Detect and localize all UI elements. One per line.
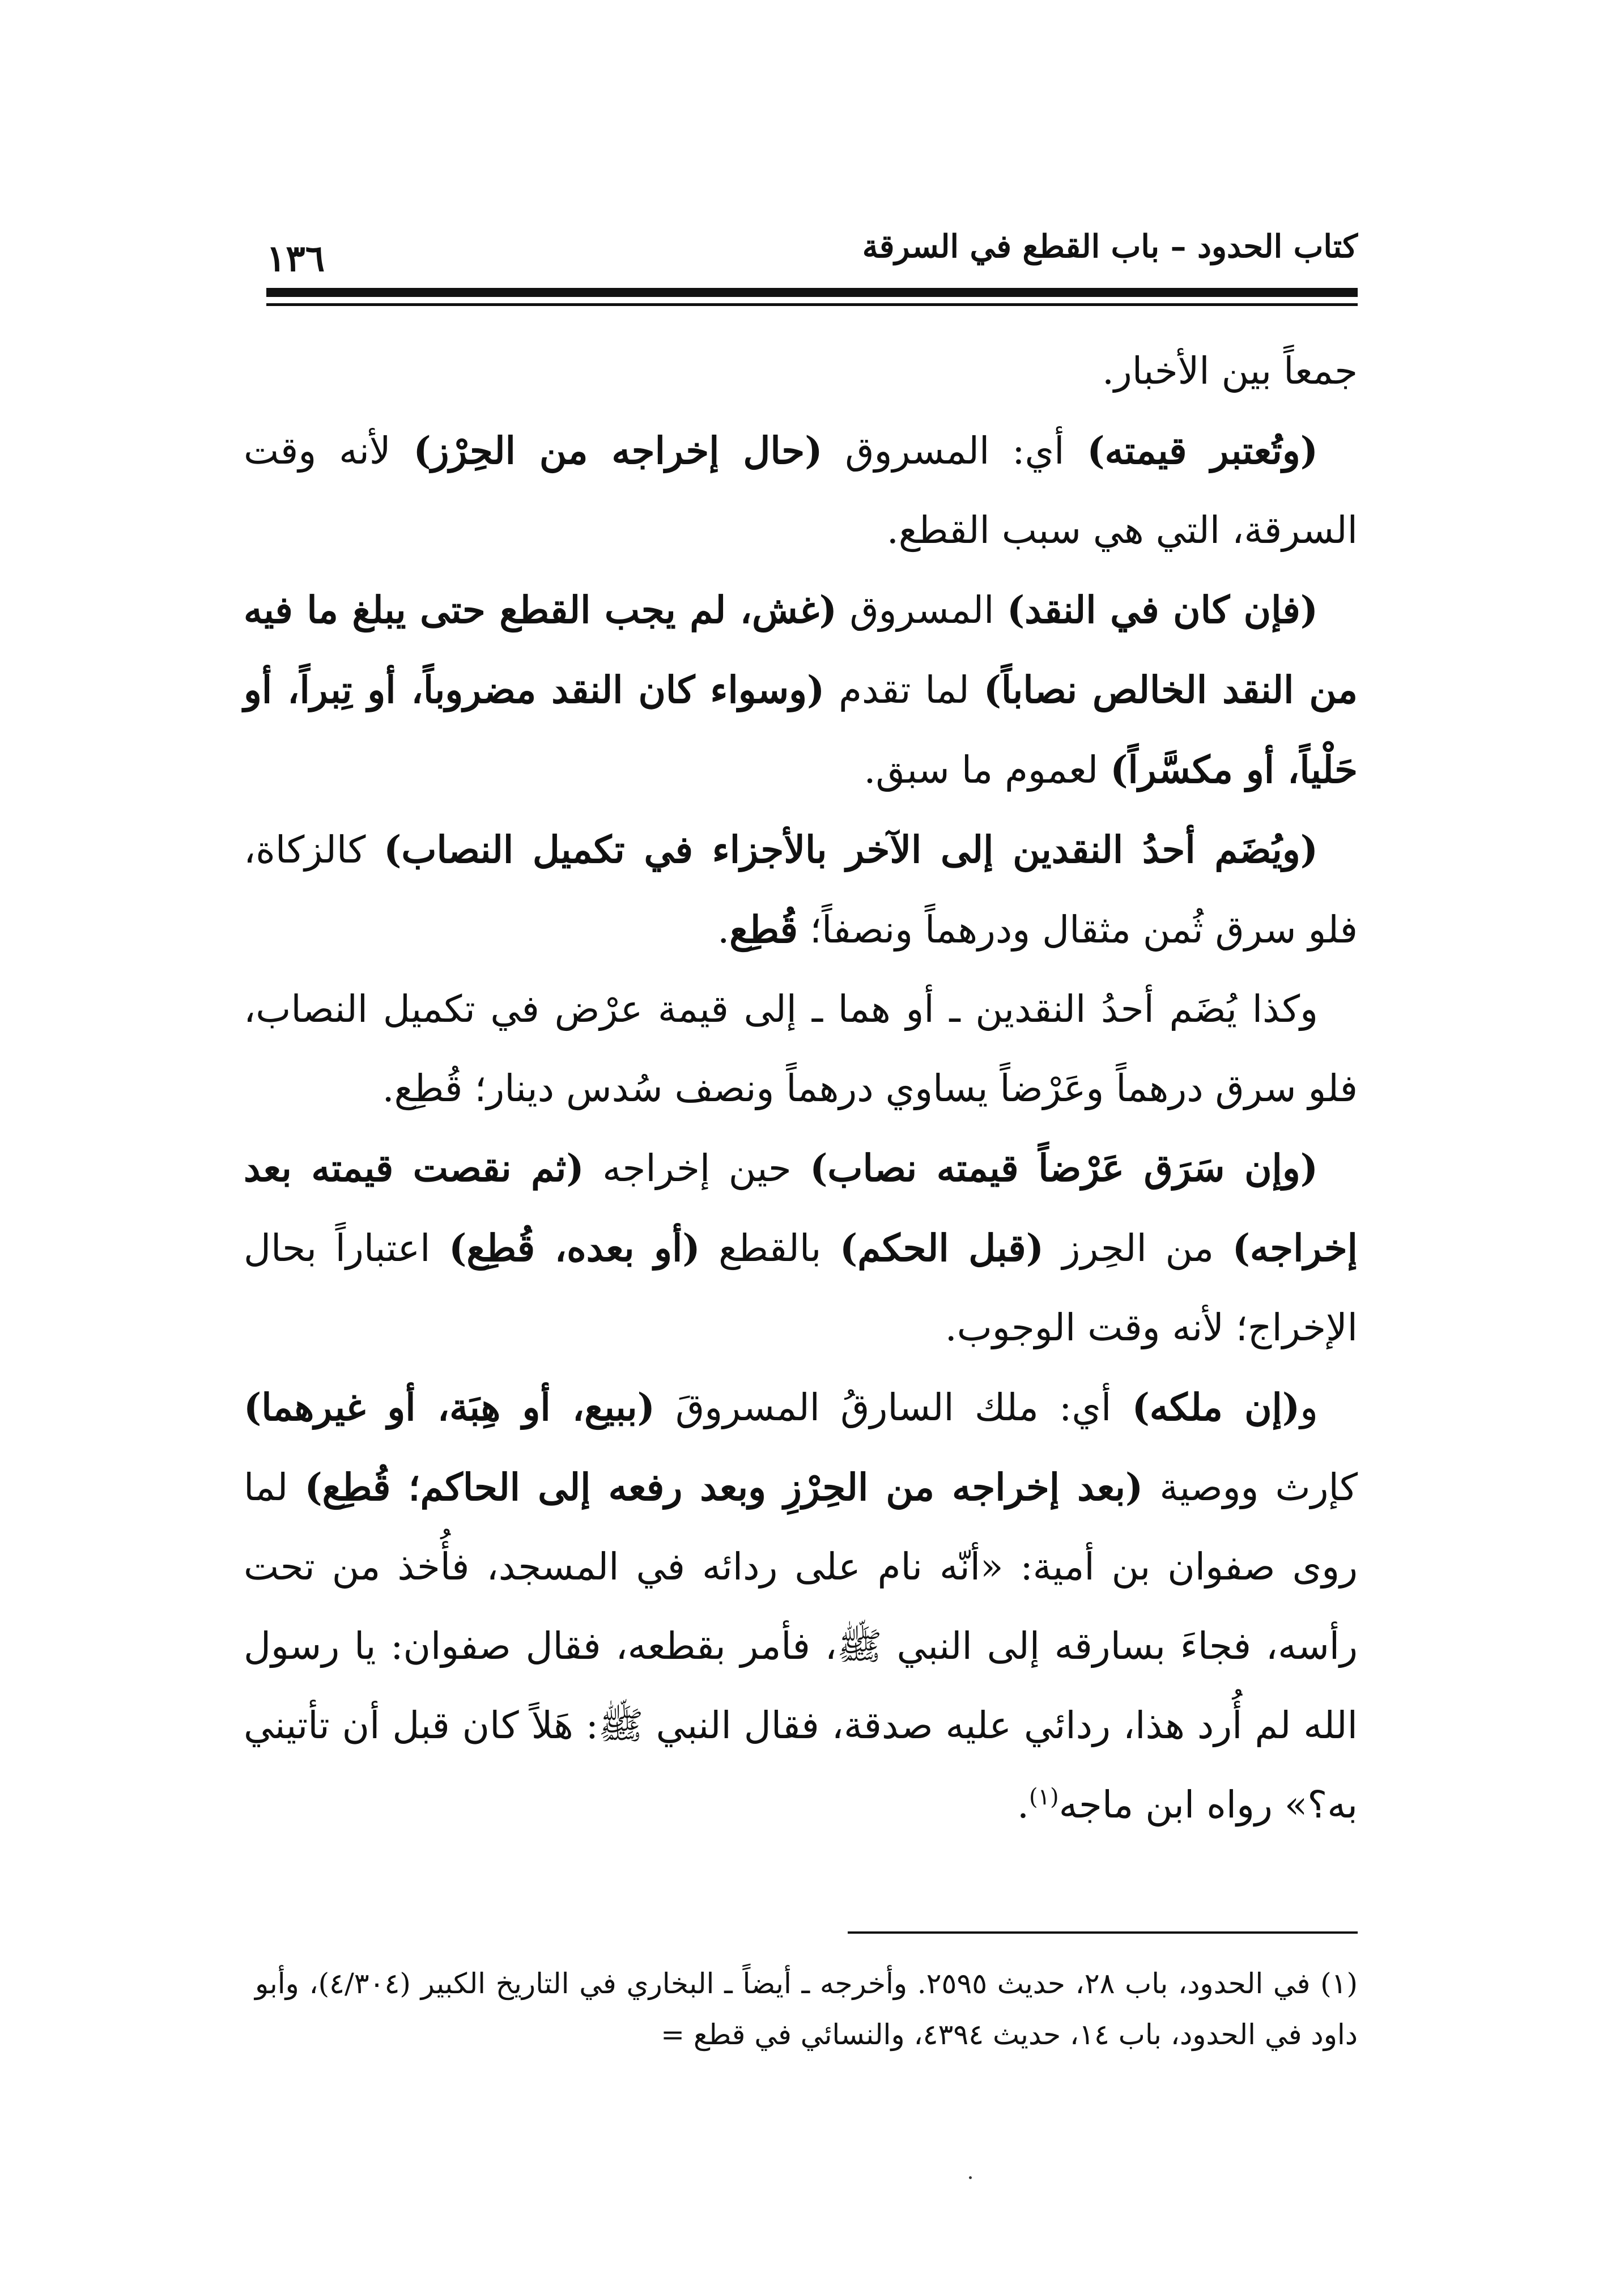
matn-text: (ببيع، أو هِبَة، أو غيرهما) [244,1385,655,1429]
sharh-text: لأنه وقت السرقة، التي هي سبب القطع. [244,429,1358,552]
matn-text: (أو بعده، قُطِع) [449,1226,700,1270]
matn-text: (بعد إخراجه من الحِرْزِ وبعد رفعه إلى الحاكم؛ قُطِع) [304,1465,1143,1509]
matn-text: (قبل الحكم) [840,1226,1044,1270]
matn-text: (وتُعتبر قيمته) [1087,428,1318,473]
sharh-text: كإرث ووصية [1143,1466,1358,1509]
sharh-text: المسروق [836,588,1007,632]
running-title: كتاب الحدود – باب القطع في السرقة [862,228,1358,265]
paragraph-1 [244,332,1358,411]
page-header [266,224,1358,280]
matn-text: (وإن سَرَق عَرْضاً قيمته نصاب) [810,1146,1318,1190]
sharh-text: من الحِرز [1043,1226,1232,1270]
paragraph-6 [244,1128,1358,1368]
header-rule-thin [266,303,1358,306]
sharh-text: لما روى صفوان بن أمية: «أنّه نام على ردائه في المسجد، فأُخذ من تحت رأسه، فجاءَ بسارقه إلى النبي ﷺ، فأمر بقطعه، فقال صفوان: يا رسول الله لم أُرد هذا، ردائي عليه صدقة، فقال النبي ﷺ: هَلاً كان قبل أن تأتيني به؟» رواه ابن ماجه [244,1466,1358,1827]
matn-text: (حال إخراجه من الحِرْز) [413,428,823,473]
sharh-text: كالزكاة، فلو سرق ثُمن مثقال ودرهماً ونصفاً؛ [244,828,1358,952]
sharh-text: لعموم ما سبق. [864,748,1111,792]
paragraph-2 [244,411,1358,570]
sharh-text: . [1017,1783,1029,1827]
sharh-text: . [717,908,730,952]
body-text [244,332,1358,1845]
paragraph-5 [244,970,1358,1128]
matn-text: (وسواء كان النقد مضروباً، أو تِبراً، أو حَلْياً، أو مكسَّراً) [244,668,1358,792]
sharh-text: أي: ملك السارقُ المسروقَ [654,1386,1132,1429]
matn-text: (إن ملكه) [1132,1385,1300,1429]
matn-text: قُطِع [729,907,798,952]
sharh-text: أي: المسروق [822,429,1087,473]
matn-text: (ثم نقصت قيمته بعد إخراجه) [244,1146,1358,1270]
scan-speck [969,2176,972,2179]
sharh-text: وكذا يُضَم أحدُ النقدين ـ أو هما ـ إلى قيمة عرْض في تكميل النصاب، فلو سرق درهماً وعَرْضاً يساوي درهماً ونصف سُدس دينار؛ قُطِع. [244,987,1358,1110]
page-number: ١٣٦ [266,237,325,280]
matn-text: (غش، لم يجب القطع حتى يبلغ ما فيه من النقد الخالص نصاباً) [244,588,1358,712]
matn-text: (ويُضَم أحدُ النقدين إلى الآخر بالأجزاء في تكميل النصاب) [384,827,1318,872]
sharh-text: لما تقدم [824,668,984,712]
paragraph-3 [244,570,1358,810]
paragraph-7 [244,1368,1358,1845]
sharh-text: و [1300,1386,1318,1429]
footnote-text: (١) في الحدود، باب ٢٨، حديث ٢٥٩٥. وأخرجه ـ أيضاً ـ البخاري في التاريخ الكبير (٤/٣٠٤)، وأبو داود في الحدود، باب ١٤، حديث ٤٣٩٤، والنسائي في قطع = [255,1967,1358,2051]
paragraph-4 [244,810,1358,970]
footnote-reference: (١) [1028,1784,1059,1810]
header-rule-thick [266,288,1358,297]
sharh-text: بالقطع [700,1226,840,1270]
sharh-text: اعتباراً بحال الإخراج؛ لأنه وقت الوجوب. [244,1226,1358,1349]
footnote [255,1958,1358,2060]
matn-text: (فإن كان في النقد) [1006,588,1319,632]
paragraph-1-text: جمعاً بين الأخبار. [1102,349,1358,393]
footnote-separator [848,1931,1358,1934]
sharh-text: حين إخراجه [584,1146,810,1190]
